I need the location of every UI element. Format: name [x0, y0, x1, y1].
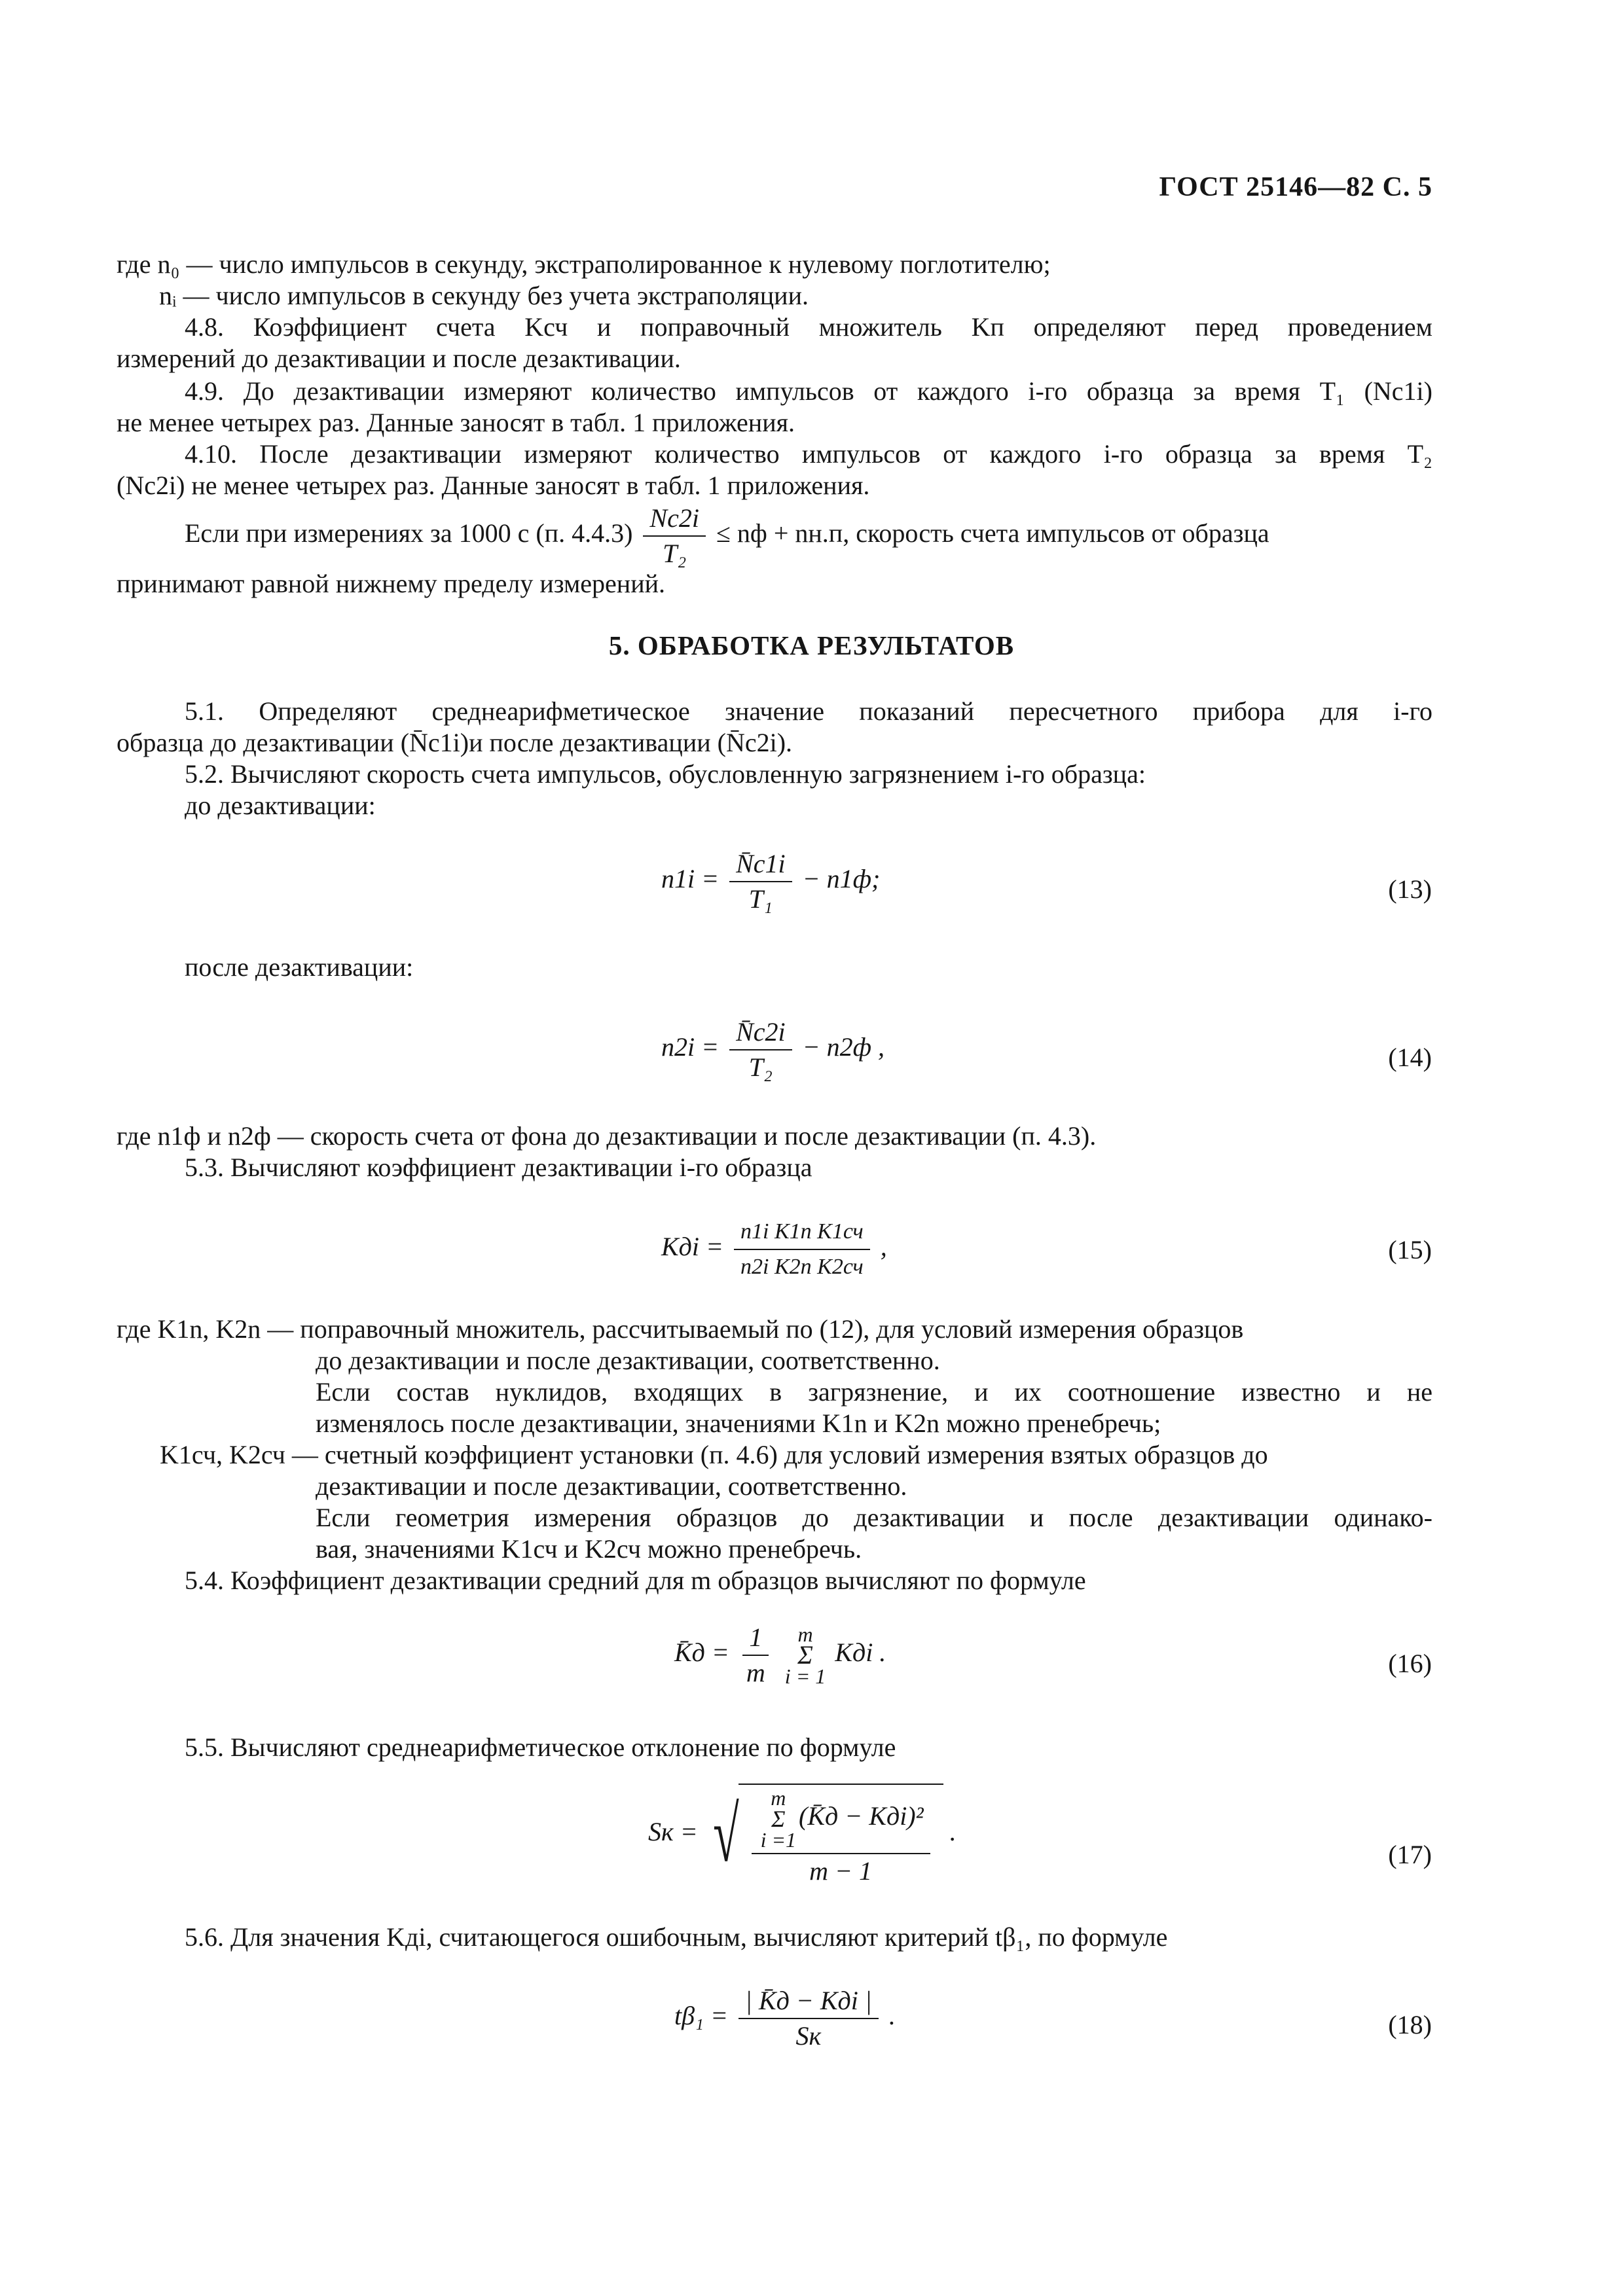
equation-16: K̄д = $\frac{1}{m}$ m Σ i = 1 Kдi . — [674, 1623, 886, 1688]
equation-number: (13) — [1388, 874, 1432, 904]
definition-line: K1сч, K2сч — счетный коэффициент установки (п. 4.6) для условий измерения взятых образцов до — [160, 1440, 1268, 1469]
definition-line: до дезактивации и после дезактивации, соответственно. — [316, 1346, 940, 1375]
paragraph-4-10: 4.10. После дезактивации измеряют количество импульсов от каждого i-го образца за время T₂ — [185, 439, 1432, 469]
definition-line: дезактивации и после дезактивации, соответственно. — [316, 1471, 907, 1501]
equation-number: (18) — [1388, 2010, 1432, 2039]
paragraph-4-8: 4.8. Коэффициент счета Kсч и поправочный множитель Kп определяют перед проведением — [185, 312, 1432, 342]
equation-number: (14) — [1388, 1043, 1432, 1072]
equation-17: Sк = √ m Σ i =1 (K̄д − Kдi)² m − 1 . — [648, 1784, 957, 1886]
text-line: (Nc2i) не менее четырех раз. Данные заносят в табл. 1 приложения. — [117, 471, 870, 500]
equation-number: (15) — [1388, 1235, 1432, 1265]
text-line: где n1ф и n2ф — скорость счета от фона до дезактивации и после дезактивации (п. 4.3). — [117, 1121, 1097, 1151]
paragraph-5-3: 5.3. Вычисляют коэффициент дезактивации i-го образца — [185, 1153, 812, 1182]
text-line: после дезактивации: — [185, 952, 414, 982]
equation-18: tβ₁ = $\frac{\text{| K̄д − Kдi |}}{Sк}$ . — [674, 1986, 896, 2051]
text-line: принимают равной нижнему пределу измерений. — [117, 569, 666, 598]
section-heading: 5. ОБРАБОТКА РЕЗУЛЬТАТОВ — [608, 630, 1015, 660]
text-line: не менее четырех раз. Данные заносят в табл. 1 приложения. — [117, 408, 795, 437]
paragraph-5-4: 5.4. Коэффициент дезактивации средний для m образцов вычисляют по формуле — [185, 1566, 1086, 1595]
paragraph-5-2: 5.2. Вычисляют скорость счета импульсов, обусловленную загрязнением i-го образца: — [185, 759, 1146, 789]
definition-line: Если геометрия измерения образцов до дезактивации и после дезактивации одинако- — [316, 1503, 1432, 1532]
definition-line: вая, значениями K1сч и K2сч можно пренебречь. — [316, 1534, 862, 1564]
inline-condition: Если при измерениях за 1000 с (п. 4.4.3) $\frac{Nc2i}{\text{T₂}}$ ≤ nф + nн.п, скорость счета импульсов от образца — [185, 503, 1269, 568]
equation-13: n1i = $\frac{N̄c1i}{\text{T₁}}$ − n1ф; — [661, 849, 881, 914]
paragraph-5-6: 5.6. Для значения Kдi, считающегося ошибочным, вычисляют критерий tβ₁, по формуле — [185, 1922, 1168, 1952]
definition-line: где K1n, K2n — поправочный множитель, рассчитываемый по (12), для условий измерения образцов — [117, 1314, 1244, 1344]
paragraph-5-5: 5.5. Вычисляют среднеарифметическое отклонение по формуле — [185, 1732, 896, 1762]
equation-number: (17) — [1388, 1840, 1432, 1869]
equation-14: n2i = $\frac{N̄c2i}{\text{T₂}}$ − n2ф , — [661, 1017, 885, 1082]
equation-15: Kдi = $\frac{\text{n1i K1n K1сч}}{\text{n2i K2n K2сч}}$ , — [661, 1217, 887, 1282]
definition-line: Если состав нуклидов, входящих в загрязнение, и их соотношение известно и не — [316, 1377, 1432, 1407]
equation-number: (16) — [1388, 1649, 1432, 1678]
text-line: nᵢ — число импульсов в секунду без учета экстраполяции. — [159, 281, 809, 310]
paragraph-4-9: 4.9. До дезактивации измеряют количество импульсов от каждого i-го образца за время T₁ (Nc1i) — [185, 376, 1432, 406]
paragraph-5-1: 5.1. Определяют среднеарифметическое значение показаний пересчетного прибора для i-го — [185, 696, 1432, 726]
definition-line: изменялось после дезактивации, значениями K1n и K2n можно пренебречь; — [316, 1408, 1161, 1438]
text-line: измерений до дезактивации и после дезактивации. — [117, 344, 681, 373]
text-line: где n₀ — число импульсов в секунду, экстраполированное к нулевому поглотителю; — [117, 249, 1051, 279]
text-line: до дезактивации: — [185, 791, 376, 820]
text-line: образца до дезактивации (N̄c1i)и после дезактивации (N̄c2i). — [117, 728, 793, 757]
page-header: ГОСТ 25146—82 С. 5 — [1159, 172, 1432, 202]
